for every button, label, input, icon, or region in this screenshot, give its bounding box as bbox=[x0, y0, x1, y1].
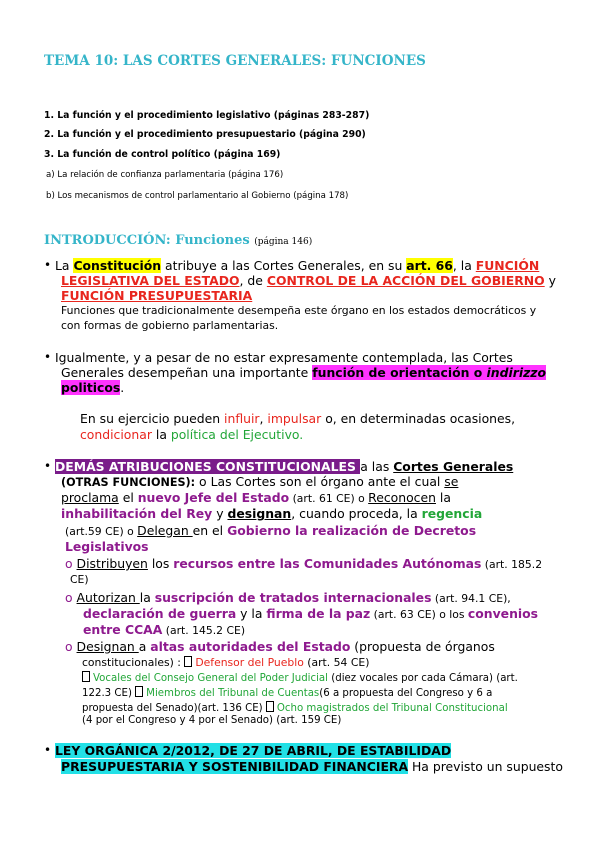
text-line: CE) bbox=[70, 573, 89, 586]
toc-item: b) Los mecanismos de control parlamentario al Gobierno (página 178) bbox=[46, 191, 349, 201]
text-line: con formas de gobierno parlamentarias. bbox=[61, 319, 279, 332]
text-line: LEGISLATIVA DEL ESTADO, de CONTROL DE LA ACCIÓN DEL GOBIERNO y bbox=[61, 273, 556, 288]
section-heading: INTRODUCCIÓN: Funciones (página 146) bbox=[44, 233, 313, 248]
text-line: (4 por el Congreso y 4 por el Senado) (art. 159 CE) bbox=[82, 715, 342, 726]
text-line: declaración de guerra y la firma de la paz (art. 63 CE) o los convenios bbox=[83, 606, 539, 621]
page-ref: (página 146) bbox=[254, 237, 313, 247]
text-line: DEMÁS ATRIBUCIONES CONSTITUCIONALES a las Cortes Generales bbox=[55, 459, 514, 474]
text-line: Generales desempeñan una importante función de orientación o indirizzo bbox=[61, 365, 547, 380]
text-line: constitucionales) : Defensor del Pueblo (art. 54 CE) bbox=[82, 656, 370, 669]
text-line: politicos. bbox=[61, 380, 125, 395]
toc-item: 3. La función de control político (página 169) bbox=[44, 149, 281, 160]
text-line: 122.3 CE) Miembros del Tribunal de Cuentas(6 a propuesta del Congreso y 6 a bbox=[82, 688, 493, 699]
text-line: Legislativos bbox=[65, 539, 149, 554]
checkbox-icon bbox=[184, 656, 192, 667]
page-title: TEMA 10: LAS CORTES GENERALES: FUNCIONES bbox=[44, 53, 426, 69]
checkbox-icon bbox=[135, 686, 143, 697]
bullet: • bbox=[44, 258, 52, 272]
text-line: En su ejercicio pueden influir, impulsar o, en determinadas ocasiones, bbox=[80, 411, 516, 426]
text-line: o Distribuyen los recursos entre las Comunidades Autónomas (art. 185.2 bbox=[65, 556, 543, 571]
bullet: • bbox=[44, 743, 52, 757]
text-line: inhabilitación del Rey y designan, cuando proceda, la regencia bbox=[61, 506, 483, 521]
text-line: o Designan a altas autoridades del Estado (propuesta de órganos bbox=[65, 639, 495, 654]
text-line: propuesta del Senado)(art. 136 CE) Ocho magistrados del Tribunal Constitucional bbox=[82, 703, 508, 714]
toc-item: 2. La función y el procedimiento presupuestario (página 290) bbox=[44, 129, 366, 140]
toc-item: a) La relación de confianza parlamentaria (página 176) bbox=[46, 170, 284, 180]
checkbox-icon bbox=[82, 671, 90, 682]
text-line: Igualmente, y a pesar de no estar expresamente contemplada, las Cortes bbox=[55, 350, 513, 365]
bullet: • bbox=[44, 350, 52, 364]
checkbox-icon bbox=[266, 701, 274, 712]
text-line: (art.59 CE) o Delegan en el Gobierno la realización de Decretos bbox=[65, 523, 477, 538]
text-line: entre CCAA (art. 145.2 CE) bbox=[83, 622, 246, 637]
bullet: • bbox=[44, 459, 52, 473]
text-line: o Autorizan la suscripción de tratados internacionales (art. 94.1 CE), bbox=[65, 590, 511, 605]
text-line: proclama el nuevo Jefe del Estado (art. 61 CE) o Reconocen la bbox=[61, 490, 451, 505]
text-line: Funciones que tradicionalmente desempeña este órgano en los estados democráticos y bbox=[61, 304, 537, 317]
text-line: Vocales del Consejo General del Poder Judicial (diez vocales por cada Cámara) (art. bbox=[82, 671, 518, 684]
text-line: PRESUPUESTARIA Y SOSTENIBILIDAD FINANCIERA Ha previsto un supuesto bbox=[61, 759, 563, 774]
text-line: LEY ORGÁNICA 2/2012, DE 27 DE ABRIL, DE ESTABILIDAD bbox=[55, 743, 452, 758]
text-line: FUNCIÓN PRESUPUESTARIA bbox=[61, 288, 253, 303]
toc-item: 1. La función y el procedimiento legislativo (páginas 283-287) bbox=[44, 110, 370, 121]
text-line: condicionar la política del Ejecutivo. bbox=[80, 427, 304, 442]
text-line: (OTRAS FUNCIONES): o Las Cortes son el órgano ante el cual se bbox=[61, 474, 459, 489]
text-line: La Constitución atribuye a las Cortes Generales, en su art. 66, la FUNCIÓN bbox=[55, 258, 540, 273]
